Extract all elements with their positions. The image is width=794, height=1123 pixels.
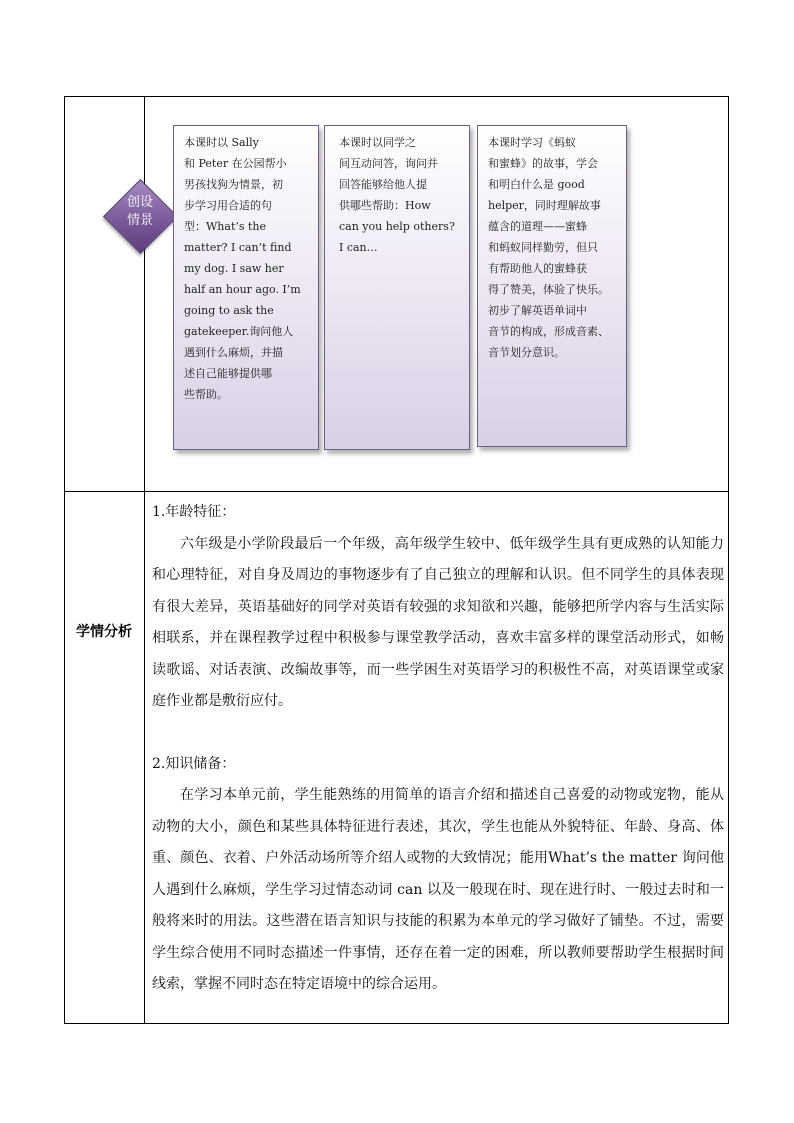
section-label-student-analysis: 学情分析 bbox=[76, 624, 132, 640]
paragraph-gap bbox=[152, 718, 724, 749]
age-characteristics-heading: 1.年龄特征： bbox=[152, 504, 236, 520]
scenario-diamond bbox=[104, 180, 176, 252]
table-row-divider bbox=[64, 491, 729, 492]
student-analysis-content bbox=[152, 497, 724, 1001]
knowledge-reserve-paragraph: 在学习本单元前，学生能熟练的用简单的语言介绍和描述自己喜爱的动物或宠物，能从动物的大小，颜色和某些具体特征进行表述，其次，学生也能从外貌特征、年龄、身高、体重、颜色、衣着、户外活动场所等介绍人或物的大致情况；能用What’s the matter 询问他人遇到什么麻烦，学生学习过情态动词 can 以及一般现在时、现在进行时、一般过去时和一般将来时的用法。这些潜在语言知识与技能的积累为本单元的学习做好了铺垫。不过，需要学生综合使用不同时态描述一件事情，还存在着一定的困难，所以教师要帮助学生根据时间线索，掌握不同时态在特定语境中的综合运用。 bbox=[152, 787, 724, 992]
scenario-card-2: 本课时以同学之 间互动问答，询问并 回答能够给他人提 供哪些帮助：How can you help others? I can… bbox=[324, 125, 470, 450]
diamond-label-line2: 情景 bbox=[126, 213, 153, 228]
age-characteristics-paragraph: 六年级是小学阶段最后一个年级，高年级学生较中、低年级学生具有更成熟的认知能力和心理特征，对自身及周边的事物逐步有了自己独立的理解和认识。但不同学生的具体表现有很大差异，英语基础好的同学对英语有较强的求知欲和兴趣，能够把所学内容与生活实际相联系，并在课程教学过程中积极参与课堂教学活动，喜欢丰富多样的课堂活动形式，如畅读歌谣、对话表演、改编故事等，而一些学困生对英语学习的积极性不高，对英语课堂或家庭作业都是敷衍应付。 bbox=[152, 535, 724, 709]
scenario-card-3: 本课时学习《蚂蚁 和蜜蜂》的故事，学会 和明白什么是 good helper，同时理解故事 蕴含的道理——蜜蜂 和蚂蚁同样勤劳，但只 有帮助他人的蜜蜂获 得了赞美，体验了快乐。 初步了解英语单词中 音节的构成，形成音素、 音节划分意识。 bbox=[477, 125, 627, 447]
diamond-label-line1: 创设 bbox=[126, 195, 153, 210]
scenario-card-1: 本课时以 Sally 和 Peter 在公园帮小 男孩找狗为情景，初 步学习用合适的句 型：What’s the matter? I can’t find my dog. I saw her half an hour ago. I’m going to ask the gatekeeper.询问他人 遇到什么麻烦，并描 述自己能够提供哪 些帮助。 bbox=[173, 125, 319, 450]
knowledge-reserve-heading: 2.知识储备： bbox=[152, 755, 236, 772]
diamond-label bbox=[104, 194, 176, 230]
